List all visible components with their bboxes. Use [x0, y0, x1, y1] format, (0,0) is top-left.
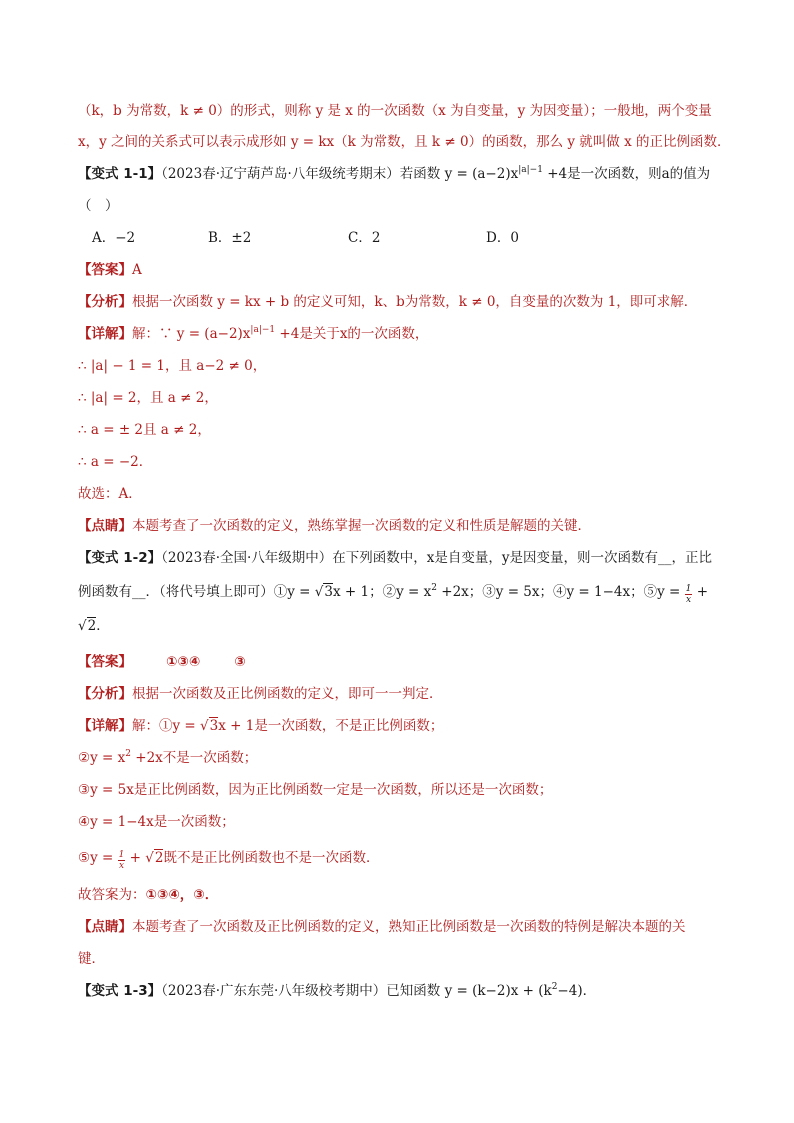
final-b: ①③④，③． — [145, 887, 219, 903]
detail-d1-a: 解： — [132, 718, 159, 734]
detail-line-5: ⑤y = $\frac{1}{x}$ + √2既不是正比例函数也不是一次函数． — [78, 850, 380, 871]
comment-1-2-line-2: 键． — [78, 951, 105, 967]
detail-d3-a: ③y = 5x — [78, 782, 134, 798]
option-c: C．2 — [348, 230, 381, 246]
stem-3-b: ． — [96, 618, 110, 634]
detail-d2-exp: 2 — [125, 749, 131, 759]
detail-d5-c: 既不是正比例函数也不是一次函数． — [163, 850, 380, 866]
final-a: 故答案为： — [78, 887, 146, 903]
detail-d3-b: 是正比例函数，因为正比例函数一定是一次函数，所以还是一次函数； — [133, 782, 553, 798]
answer-label: 【答案】 — [78, 262, 132, 278]
detail-d5-a: ⑤y = — [78, 850, 118, 866]
fn-5-den: x — [686, 595, 692, 605]
fn-2-b: +2x； — [436, 584, 483, 600]
variant-1-2-tag: 【变式 1-2】 — [78, 550, 162, 566]
detail-exponent: |a|−1 — [250, 325, 276, 335]
variant-1-3-stem-b: −4)． — [557, 983, 597, 999]
detail-label: 【详解】 — [78, 326, 132, 342]
variant-1-1-paren: （ ） — [78, 198, 119, 214]
variant-1-1-source: （2023春·辽宁葫芦岛·八年级统考期末） — [161, 166, 400, 182]
detail-d1-radicand: 3 — [209, 718, 219, 734]
variant-1-1-stem-b: +4是一次函数，则a的值为 — [542, 166, 711, 182]
detail-line-2 — [78, 748, 257, 768]
detail-d1-d: 是一次函数，不是正比例函数； — [254, 718, 444, 734]
stem-3-radicand: 2 — [87, 618, 97, 634]
comment-text: 本题考查了一次函数的定义，熟练掌握一次函数的定义和性质是解题的关键． — [132, 518, 591, 534]
step-2: ∴ |a| = 2，且 a ≠ 2， — [78, 390, 218, 406]
stem-2-a: 例函数有__．（将代号填上即可） — [78, 584, 274, 600]
variant-1-2-stem-3: √2． — [78, 618, 110, 634]
fn-2-a: ②y = x — [382, 584, 432, 600]
variant-1-3-stem — [78, 981, 596, 1001]
answer-1-2 — [78, 652, 246, 672]
detail-d1-b: ①y = — [159, 718, 201, 734]
analysis-label: 【分析】 — [78, 686, 132, 702]
comment-label: 【点睛】 — [78, 518, 132, 534]
step-3: ∴ a = ± 2且 a ≠ 2， — [78, 422, 211, 438]
choose-1-1: 故选：A． — [78, 486, 142, 502]
variant-1-3-exp: 2 — [551, 982, 558, 992]
detail-d5-radicand: 2 — [154, 850, 164, 866]
answer-blank-1: ①③④ — [166, 654, 201, 670]
analysis-1-1 — [78, 292, 697, 312]
fn-1-b: x + 1； — [332, 584, 383, 600]
answer-value: A — [132, 262, 142, 278]
step-4: ∴ a = −2． — [78, 454, 153, 470]
variant-1-2-stem-1-text: 在下列函数中，x是自变量，y是因变量，则一次函数有__，正比 — [332, 550, 713, 566]
detail-d4-a: ④y = 1−4x — [78, 814, 154, 830]
intro-line-1: （k，b 为常数，k ≠ 0）的形式，则称 y 是 x 的一次函数（x 为自变量，y 为因变量）；一般地，两个变量 — [78, 103, 712, 119]
variant-1-3-tag: 【变式 1-3】 — [78, 983, 162, 999]
variant-1-1-stem-a: 若函数 y = (a−2)x — [399, 166, 519, 182]
variant-1-3-stem-a: 已知函数 y = (k−2)x + (k — [386, 983, 552, 999]
detail-b: +4是关于x的一次函数， — [275, 326, 429, 342]
fn-3: ③y = 5x； — [482, 584, 554, 600]
detail-1-1 — [78, 324, 428, 344]
analysis-text: 根据一次函数 y = kx + b 的定义可知，k、b为常数，k ≠ 0，自变量的次数为 1，即可求解． — [132, 294, 698, 310]
variant-1-1-tag: 【变式 1-1】 — [78, 166, 162, 182]
detail-1-2: 【详解】解：①y = √3x + 1是一次函数，不是正比例函数； — [78, 718, 444, 734]
variant-1-1-exponent: |a|−1 — [518, 165, 543, 175]
analysis-1-2 — [78, 684, 443, 704]
fn-2-exp: 2 — [431, 583, 437, 593]
variant-1-2-stem-2: 例函数有__．（将代号填上即可）①y = √3x + 1；②y = $x^2 +2x$；③y = 5x；④y = 1−4x；⑤y = $\frac{1}{x}$ + — [78, 583, 709, 605]
detail-d5-b: + — [125, 850, 146, 866]
comment-1-2-line-1 — [78, 917, 686, 937]
variant-1-3-source: （2023春·广东东莞·八年级校考期中） — [161, 983, 387, 999]
detail-d4-b: 是一次函数； — [153, 814, 235, 830]
variant-1-1-stem — [78, 164, 710, 184]
option-b: B．±2 — [208, 230, 252, 246]
option-a: A．−2 — [92, 230, 136, 246]
detail-d2-b: +2x — [130, 750, 163, 766]
final-answer-1-2 — [78, 885, 218, 905]
detail-d1-c: x + 1 — [218, 718, 255, 734]
analysis-label: 【分析】 — [78, 294, 132, 310]
answer-label: 【答案】 — [78, 654, 132, 670]
fn-1-a: ①y = — [273, 584, 315, 600]
fn-4: ④y = 1−4x； — [553, 584, 644, 600]
fn-5-b: + — [692, 584, 709, 600]
fn-5-a: ⑤y = — [643, 584, 685, 600]
analysis-text: 根据一次函数及正比例函数的定义，即可一一判定． — [132, 686, 443, 702]
detail-a: 解：∵ y = (a−2)x — [132, 326, 251, 342]
answer-1-1 — [78, 260, 142, 280]
step-1: ∴ |a| − 1 = 1，且 a−2 ≠ 0， — [78, 358, 267, 374]
detail-label: 【详解】 — [78, 718, 132, 734]
intro-line-2: x，y 之间的关系式可以表示成形如 y = kx（k 为常数，且 k ≠ 0）的函数，那么 y 就叫做 x 的正比例函数． — [78, 134, 731, 150]
variant-1-2-source: （2023春·全国·八年级期中） — [161, 550, 333, 566]
detail-d5-den: x — [118, 861, 125, 871]
fn-5-num: 1 — [685, 584, 692, 594]
detail-d2-c: 不是一次函数； — [162, 750, 258, 766]
comment-label: 【点睛】 — [78, 919, 132, 935]
option-d: D．0 — [486, 230, 519, 246]
variant-1-2-stem-1 — [78, 548, 712, 568]
detail-line-3 — [78, 780, 552, 800]
detail-d5-num: 1 — [118, 850, 125, 860]
comment-text-1: 本题考查了一次函数及正比例函数的定义，熟知正比例函数是一次函数的特例是解决本题的关 — [132, 919, 686, 935]
comment-1-1 — [78, 516, 591, 536]
answer-blank-2: ③ — [234, 654, 246, 670]
detail-d2-a: ②y = x — [78, 750, 126, 766]
detail-line-4 — [78, 812, 235, 832]
fn-1-radicand: 3 — [324, 584, 333, 600]
